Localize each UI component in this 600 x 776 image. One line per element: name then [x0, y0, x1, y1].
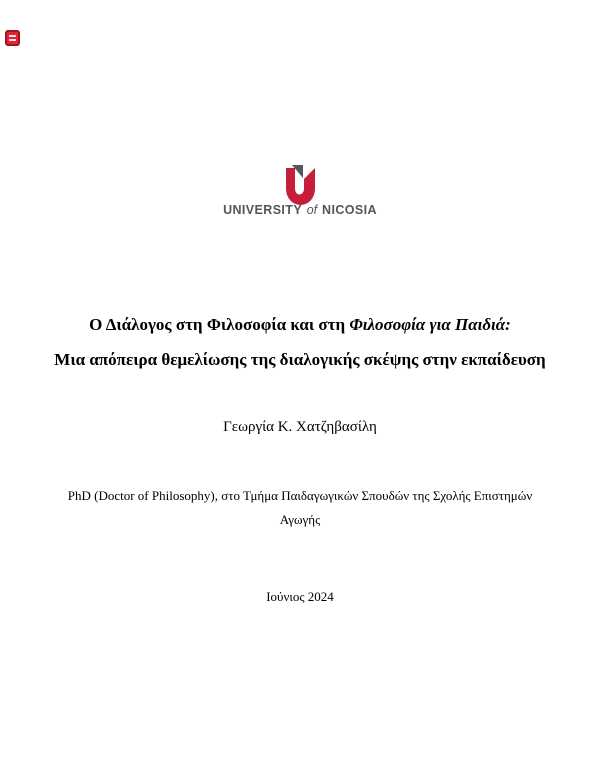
thesis-title-line1-regular: Ο Διάλογος στη Φιλοσοφία και στη: [89, 315, 350, 334]
thesis-title-line-2: Μια απόπειρα θεμελίωσης της διαλογικής σκέψης στην εκπαίδευση: [54, 350, 546, 369]
author-name: Γεωργία Κ. Χατζηβασίλη: [223, 419, 377, 435]
university-logo: [0, 164, 600, 205]
degree-statement-line-2: Αγωγής: [279, 512, 321, 527]
thesis-title-line1-italic: Φιλοσοφία για Παιδιά:: [349, 315, 511, 334]
thesis-title-line-1: [0, 314, 600, 335]
brand-name-university: UNIVERSITY: [223, 203, 302, 217]
university-u-icon: [286, 164, 315, 205]
brand-name: [0, 203, 600, 217]
brand-name-nicosia: NICOSIA: [322, 203, 377, 217]
degree-statement: [0, 484, 600, 532]
brand-name-of: of: [306, 203, 318, 217]
comment-note-icon[interactable]: [5, 30, 20, 46]
publication-date: Ιούνιος 2024: [266, 589, 334, 604]
degree-statement-line-1: PhD (Doctor of Philosophy), στο Τμήμα Παιδαγωγικών Σπουδών της Σχολής Επιστημών: [67, 488, 533, 503]
